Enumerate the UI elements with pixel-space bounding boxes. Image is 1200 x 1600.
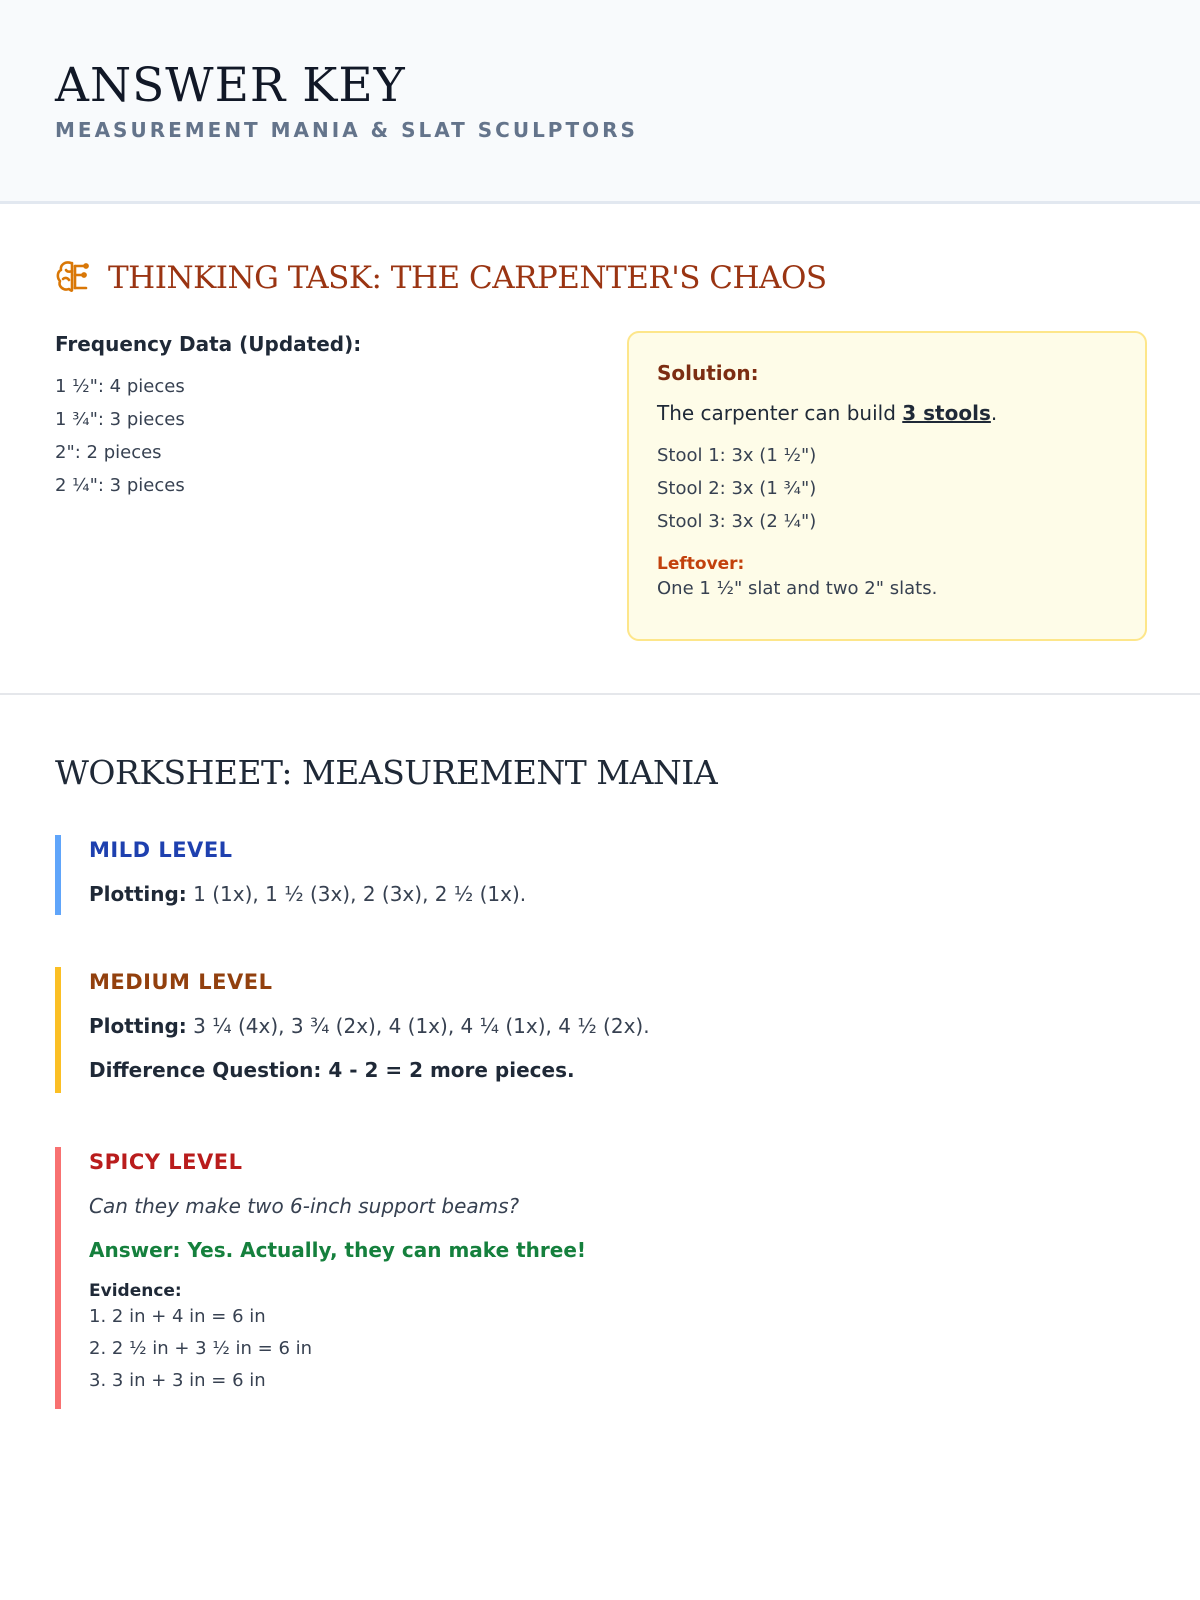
solution-box <box>627 331 1147 641</box>
medium-plotting-label: Plotting: <box>89 1014 187 1038</box>
worksheet-section <box>0 695 1200 1599</box>
mild-level-title: MILD LEVEL <box>89 838 233 862</box>
solution-stool-count: 3 stools <box>902 401 991 425</box>
spicy-answer: Answer: Yes. Actually, they can make three! <box>89 1238 587 1262</box>
frequency-item: 1 ½": 4 pieces <box>55 376 185 397</box>
stool-item: Stool 1: 3x (1 ½") <box>657 445 817 466</box>
frequency-title: Frequency Data (Updated): <box>55 332 362 356</box>
thinking-task-section <box>0 204 1200 695</box>
mild-plotting-label: Plotting: <box>89 882 187 906</box>
page-title: ANSWER KEY <box>55 58 406 113</box>
medium-plotting-text: 3 ¼ (4x), 3 ¾ (2x), 4 (1x), 4 ¼ (1x), 4 ½ (2x). <box>186 1014 650 1038</box>
frequency-item: 1 ¾": 3 pieces <box>55 409 185 430</box>
spicy-level-title: SPICY LEVEL <box>89 1150 243 1174</box>
spicy-question: Can they make two 6-inch support beams? <box>89 1194 520 1218</box>
spicy-level-block <box>55 1147 586 1409</box>
mild-level-block <box>55 835 526 915</box>
leftover-text: One 1 ½" slat and two 2" slats. <box>657 578 938 599</box>
stool-item: Stool 3: 3x (2 ¼") <box>657 511 817 532</box>
frequency-item: 2": 2 pieces <box>55 442 162 463</box>
evidence-item: 3. 3 in + 3 in = 6 in <box>89 1370 266 1391</box>
evidence-title: Evidence: <box>89 1281 182 1301</box>
mild-plotting <box>89 879 526 909</box>
page-subtitle: MEASUREMENT MANIA & SLAT SCULPTORS <box>55 118 638 142</box>
medium-level-block <box>55 967 650 1093</box>
worksheet-title: WORKSHEET: MEASUREMENT MANIA <box>55 753 718 792</box>
solution-statement <box>657 401 1117 425</box>
leftover-title: Leftover: <box>657 554 745 574</box>
solution-title: Solution: <box>657 361 759 385</box>
medium-level-title: MEDIUM LEVEL <box>89 970 273 994</box>
evidence-item: 1. 2 in + 4 in = 6 in <box>89 1306 266 1327</box>
solution-text-before: The carpenter can build <box>657 401 903 425</box>
frequency-data <box>55 332 361 502</box>
frequency-item: 2 ¼": 3 pieces <box>55 475 185 496</box>
medium-plotting <box>89 1011 650 1041</box>
medium-difference-text: Difference Question: 4 - 2 = 2 more pieces. <box>89 1058 575 1082</box>
brain-icon <box>55 258 108 298</box>
stool-item: Stool 2: 3x (1 ¾") <box>657 478 817 499</box>
evidence-item: 2. 2 ½ in + 3 ½ in = 6 in <box>89 1338 313 1359</box>
solution-text-after: . <box>990 401 998 425</box>
page-header <box>0 0 1200 204</box>
medium-difference <box>89 1055 650 1085</box>
thinking-task-title: THINKING TASK: THE CARPENTER'S CHAOS <box>108 260 827 296</box>
mild-plotting-text: 1 (1x), 1 ½ (3x), 2 (3x), 2 ½ (1x). <box>186 882 527 906</box>
thinking-task-heading <box>55 258 827 298</box>
